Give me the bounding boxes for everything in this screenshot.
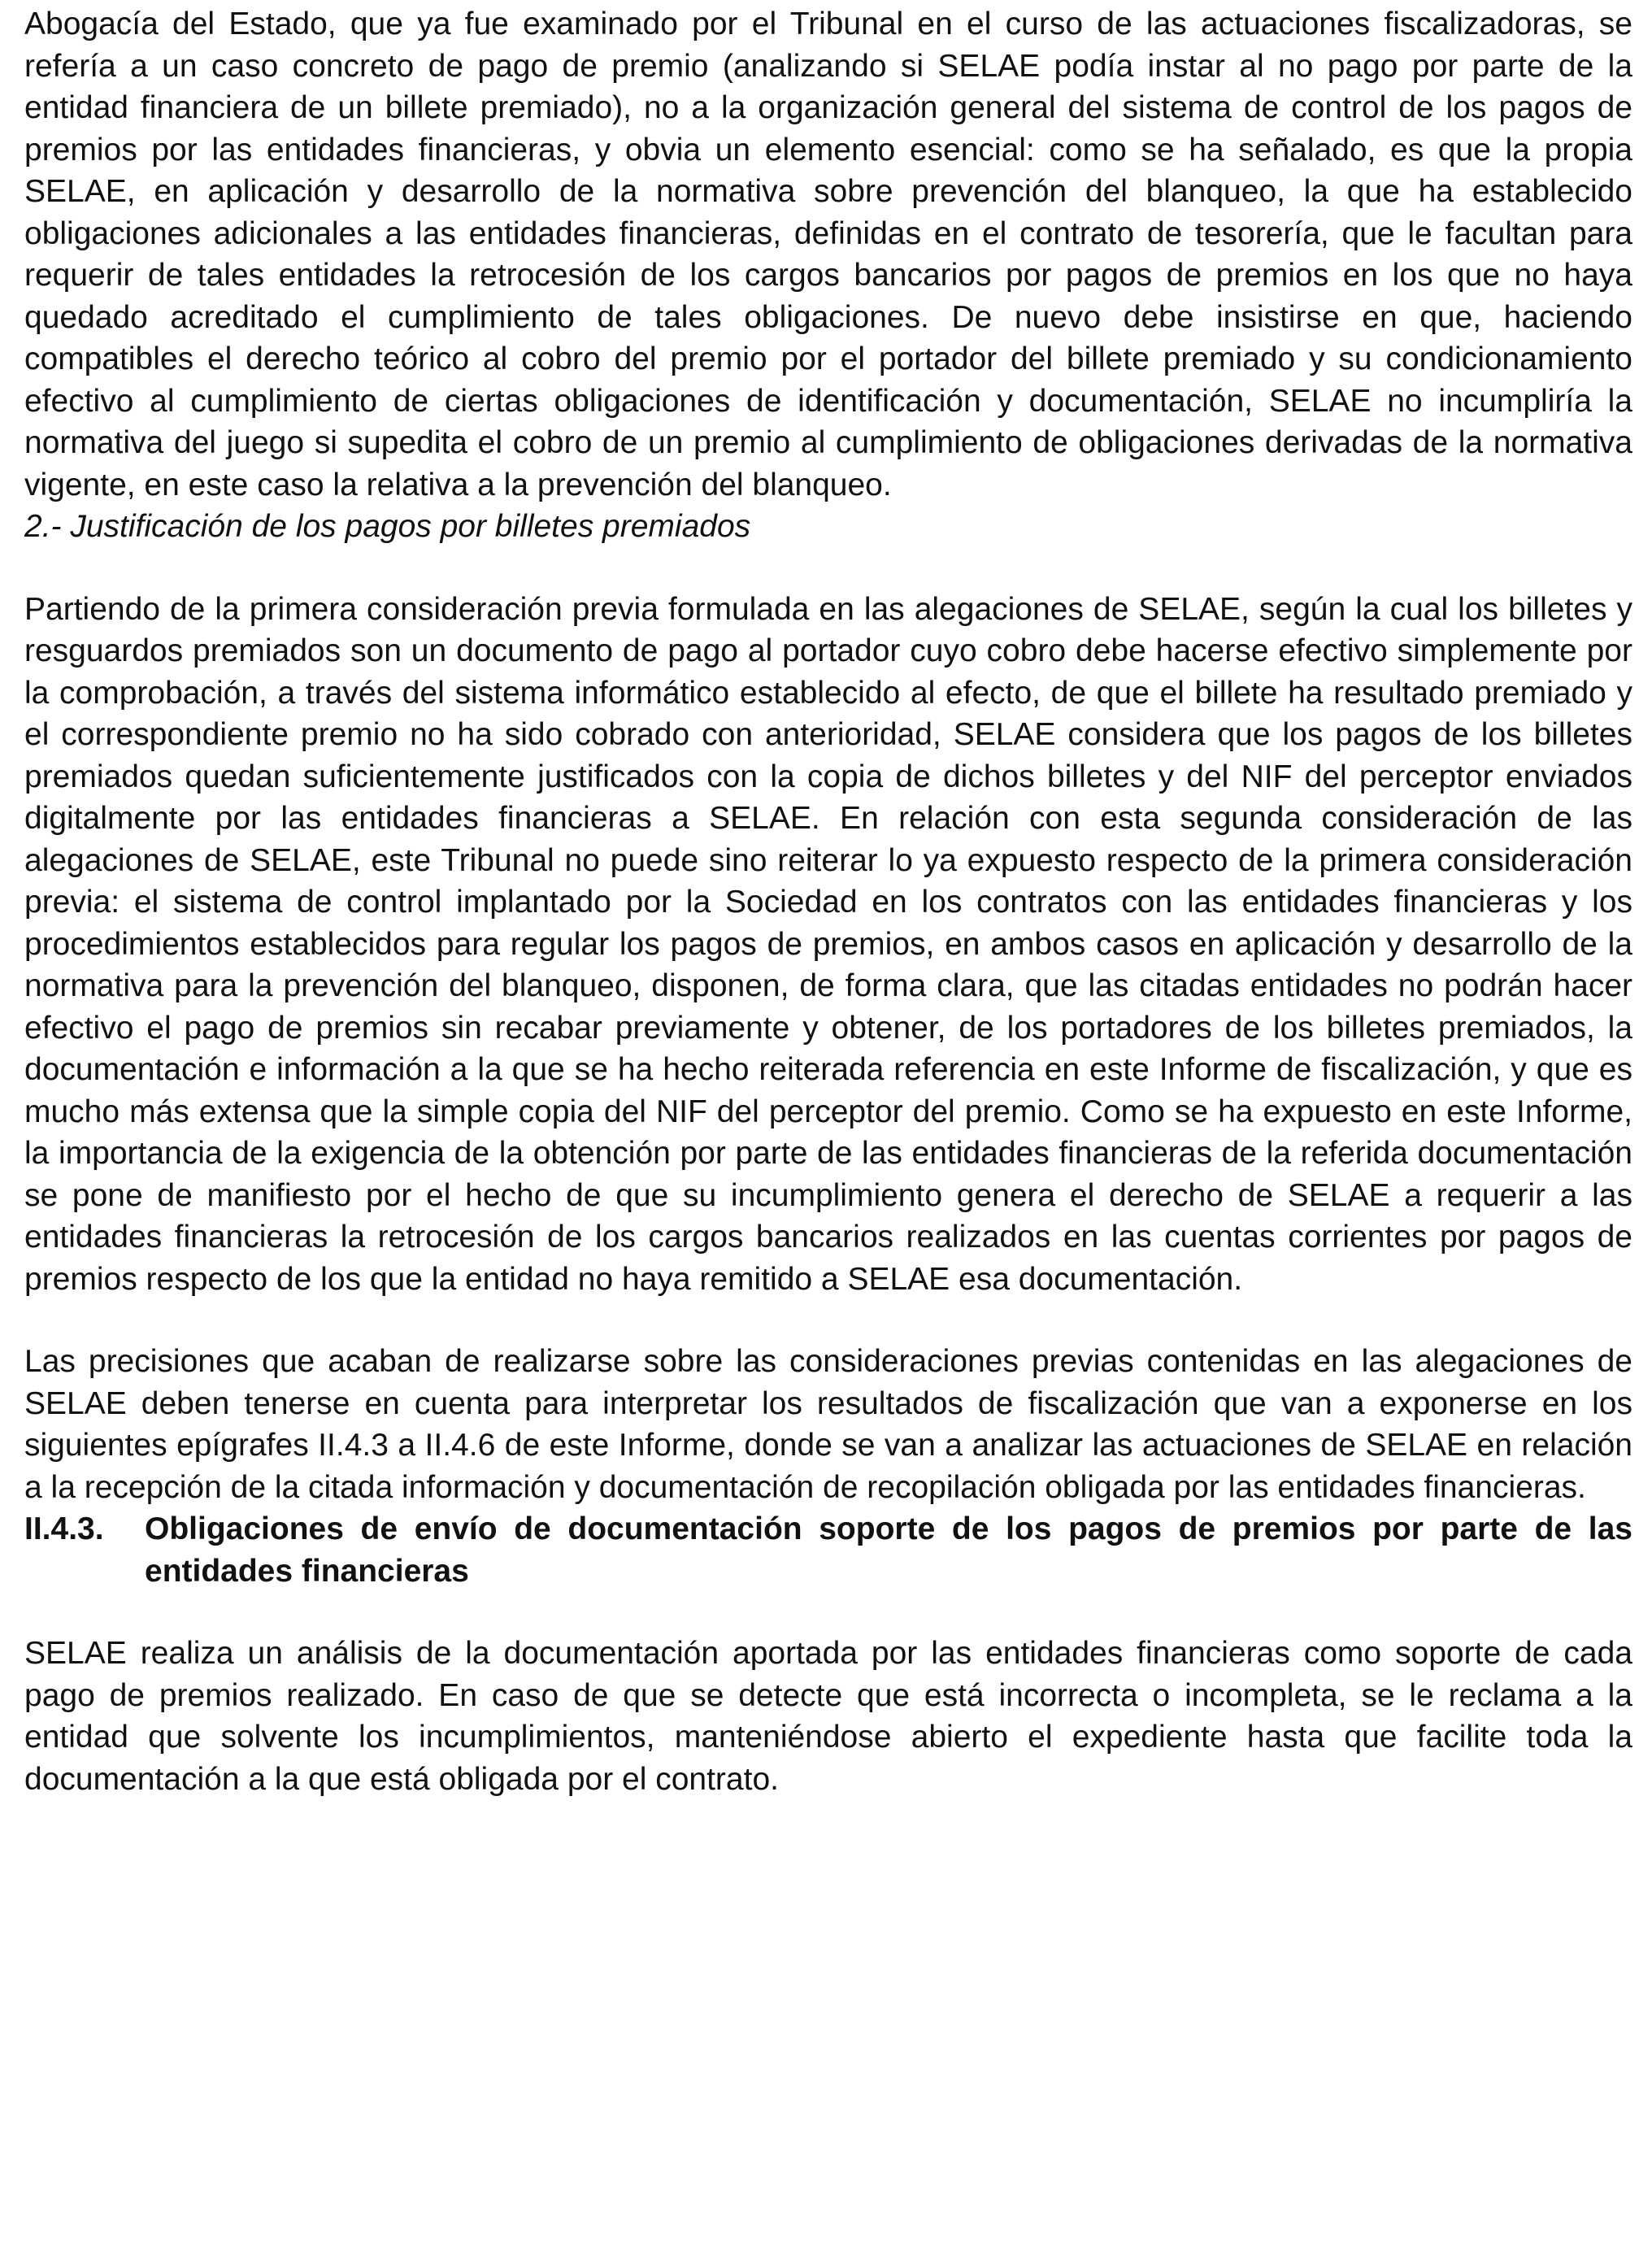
section-heading-ii-4-3 [24, 1508, 1632, 1592]
document-page [24, 3, 1632, 1800]
paragraph-abogacia: Abogacía del Estado, que ya fue examinado por el Tribunal en el curso de las actuaciones fiscalizadoras, se refería a un caso concreto de pago de premio (analizando si SELAE podía instar al no pago por parte de la entidad financiera de un billete premiado), no a la organización general del sistema de control de los pagos de premios por las entidades financieras, y obvia un elemento esencial: como se ha señalado, es que la propia SELAE, en aplicación y desarrollo de la normativa sobre prevención del blanqueo, la que ha establecido obligaciones adicionales a las entidades financieras, definidas en el contrato de tesorería, que le facultan para requerir de tales entidades la retrocesión de los cargos bancarios por pagos de premios en los que no haya quedado acreditado el cumplimiento de tales obligaciones. De nuevo debe insistirse en que, haciendo compatibles el derecho teórico al cobro del premio por el portador del billete premiado y su condicionamiento efectivo al cumplimiento de ciertas obligaciones de identificación y documentación, SELAE no incumpliría la normativa del juego si supedita el cobro de un premio al cumplimiento de obligaciones derivadas de la normativa vigente, en este caso la relativa a la prevención del blanqueo. [24, 7, 1632, 502]
section-title: Obligaciones de envío de documentación soporte de los pagos de premios por parte de las entidades financieras [145, 1511, 1632, 1589]
paragraph-partiendo: Partiendo de la primera consideración previa formulada en las alegaciones de SELAE, según la cual los billetes y resguardos premiados son un documento de pago al portador cuyo cobro debe hacerse efectivo simplemente por la comprobación, a través del sistema informático establecido al efecto, de que el billete ha resultado premiado y el correspondiente premio no ha sido cobrado con anterioridad, SELAE considera que los pagos de los billetes premiados quedan suficientemente justificados con la copia de dichos billetes y del NIF del perceptor enviados digitalmente por las entidades financieras a SELAE. En relación con esta segunda consideración de las alegaciones de SELAE, este Tribunal no puede sino reiterar lo ya expuesto respecto de la primera consideración previa: el sistema de control implantado por la Sociedad en los contratos con las entidades financieras y los procedimientos establecidos para regular los pagos de premios, en ambos casos en aplicación y desarrollo de la normativa para la prevención del blanqueo, disponen, de forma clara, que las citadas entidades no podrán hacer efectivo el pago de premios sin recabar previamente y obtener, de los portadores de los billetes premiados, la documentación e información a la que se ha hecho reiterada referencia en este Informe de fiscalización, y que es mucho más extensa que la simple copia del NIF del perceptor del premio. Como se ha expuesto en este Informe, la importancia de la exigencia de la obtención por parte de las entidades financieras de la referida documentación se pone de manifiesto por el hecho de que su incumplimiento genera el derecho de SELAE a requerir a las entidades financieras la retrocesión de los cargos bancarios realizados en las cuentas corrientes por pagos de premios respecto de los que la entidad no haya remitido a SELAE esa documentación. [24, 591, 1632, 1297]
paragraph-precisiones: Las precisiones que acaban de realizarse sobre las consideraciones previas contenidas en las alegaciones de SELAE deben tenerse en cuenta para interpretar los resultados de fiscalización que van a exponerse en los siguientes epígrafes II.4.3 a II.4.6 de este Informe, donde se van a analizar las actuaciones de SELAE en relación a la recepción de la citada información y documentación de recopilación obligada por las entidades financieras. [24, 1344, 1632, 1505]
section-number: II.4.3. [24, 1511, 104, 1546]
subheading-justificacion: 2.- Justificación de los pagos por billetes premiados [24, 509, 751, 544]
paragraph-selae-analisis: SELAE realiza un análisis de la documentación aportada por las entidades financieras como soporte de cada pago de premios realizado. En caso de que se detecte que está incorrecta o incompleta, se le reclama a la entidad que solvente los incumplimientos, manteniéndose abierto el expediente hasta que facilite toda la documentación a la que está obligada por el contrato. [24, 1636, 1632, 1797]
